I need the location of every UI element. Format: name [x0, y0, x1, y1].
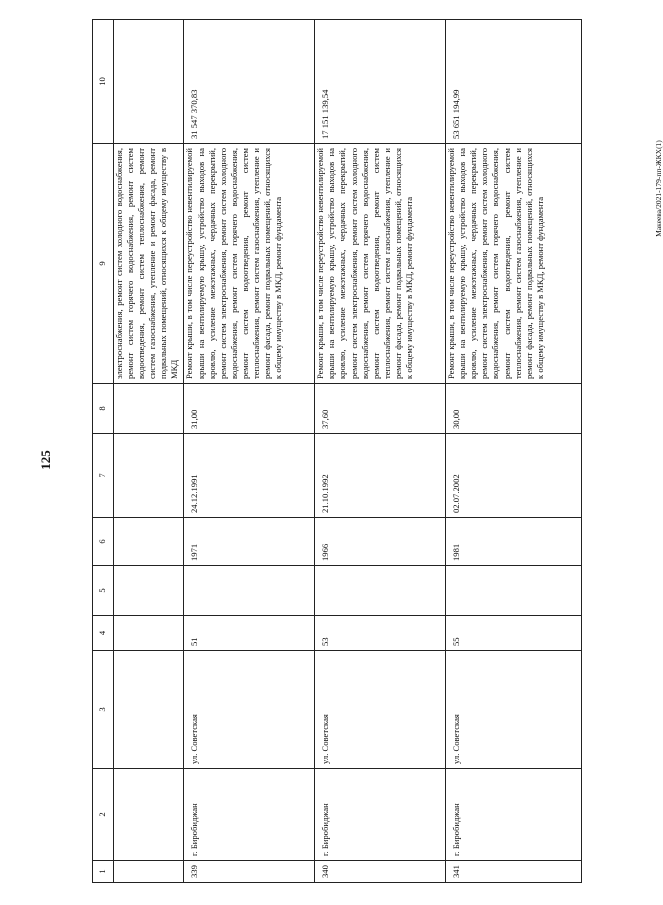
- year-cell: 1971: [184, 518, 315, 566]
- wear-cell: 31,00: [184, 384, 315, 434]
- empty-cell: [114, 434, 184, 518]
- housing-repair-table: [92, 19, 582, 883]
- city-cell: г. Биробиджан: [184, 769, 315, 861]
- cost-cell: 17 151 139,54: [315, 20, 446, 144]
- work-description-cell: электроснабжения, ремонт систем холодного водоснабжения, ремонт систем горячего водоснабжения, ремонт систем водоотведения, ремонт систем теплоснабжения, ремонт систем газоснабжения, утепление и ремонт фасада, ремонт подвальных помещений, относящихся к общему имуществу в МКД: [114, 144, 184, 384]
- header-cell: 10: [93, 20, 114, 144]
- work-description-cell: Ремонт крыши, в том числе переустройство невентилируемой крыши на вентилируемую крышу, устройство выходов на кровлю, усиление межэтажных, чердачных перекрытий, ремонт систем электроснабжения, ремонт систем холодного водоснабжения, ремонт систем горячего водоснабжения, ремонт систем водоотведения, ремонт систем теплоснабжения, ремонт систем газоснабжения, утепление и ремонт фасада, ремонт подвальных помещений, относящихся к общему имуществу в МКД, ремонт фундамента: [446, 144, 582, 384]
- header-cell: 7: [93, 434, 114, 518]
- work-description-cell: Ремонт крыши, в том числе переустройство невентилируемой крыши на вентилируемую крышу, устройство выходов на кровлю, усиление межэтажных, чердачных перекрытий, ремонт систем электроснабжения, ремонт систем холодного водоснабжения, ремонт систем горячего водоснабжения, ремонт систем водоотведения, ремонт систем теплоснабжения, ремонт систем газоснабжения, утепление и ремонт фасада, ремонт подвальных помещений, относящихся к общему имуществу в МКД, ремонт фундамента: [315, 144, 446, 384]
- street-cell: ул. Советская: [184, 651, 315, 769]
- house-number-cell: 51: [184, 616, 315, 651]
- empty-cell: [114, 20, 184, 144]
- city-cell: г. Биробиджан: [446, 769, 582, 861]
- empty-cell: [114, 769, 184, 861]
- city-cell: г. Биробиджан: [315, 769, 446, 861]
- date-cell: 02.07.2002: [446, 434, 582, 518]
- wear-cell: 30,00: [446, 384, 582, 434]
- header-cell: 4: [93, 616, 114, 651]
- work-description-cell: Ремонт крыши, в том числе переустройство невентилируемой крыши на вентилируемую крышу, устройство выходов на кровлю, усиление межэтажных, чердачных перекрытий, ремонт систем электроснабжения, ремонт систем холодного водоснабжения, ремонт систем горячего водоснабжения, ремонт систем водоотведения, ремонт систем теплоснабжения, ремонт систем газоснабжения, утепление и ремонт фасада, ремонт подвальных помещений, относящихся к общему имуществу в МКД, ремонт фундамента: [184, 144, 315, 384]
- house-number-cell: 55: [446, 616, 582, 651]
- empty-cell: [114, 518, 184, 566]
- row-number-cell: 340: [315, 861, 446, 883]
- header-cell: 6: [93, 518, 114, 566]
- street-cell: ул. Советская: [446, 651, 582, 769]
- row-number-cell: 341: [446, 861, 582, 883]
- header-cell: 2: [93, 769, 114, 861]
- empty-cell: [114, 861, 184, 883]
- header-cell: 1: [93, 861, 114, 883]
- building-cell: [446, 566, 582, 616]
- street-cell: ул. Советская: [315, 651, 446, 769]
- cost-cell: 53 651 194,99: [446, 20, 582, 144]
- header-cell: 5: [93, 566, 114, 616]
- date-cell: 24.12.1991: [184, 434, 315, 518]
- rotated-table-frame: [92, 20, 582, 883]
- page-number: 125: [37, 450, 53, 470]
- table-row: [315, 20, 446, 883]
- cost-cell: 31 547 370,83: [184, 20, 315, 144]
- building-cell: [184, 566, 315, 616]
- wear-cell: 37,60: [315, 384, 446, 434]
- document-reference: Макеева/2021-179-пп-ЖКХ(1): [653, 140, 663, 237]
- house-number-cell: 53: [315, 616, 446, 651]
- year-cell: 1981: [446, 518, 582, 566]
- empty-cell: [114, 651, 184, 769]
- year-cell: 1966: [315, 518, 446, 566]
- empty-cell: [114, 616, 184, 651]
- header-cell: 3: [93, 651, 114, 769]
- header-cell: 9: [93, 144, 114, 384]
- table-row-continuation: [114, 20, 184, 883]
- empty-cell: [114, 384, 184, 434]
- building-cell: [315, 566, 446, 616]
- header-row: [93, 20, 114, 883]
- date-cell: 21.10.1992: [315, 434, 446, 518]
- row-number-cell: 339: [184, 861, 315, 883]
- table-row: [446, 20, 582, 883]
- empty-cell: [114, 566, 184, 616]
- header-cell: 8: [93, 384, 114, 434]
- table-row: [184, 20, 315, 883]
